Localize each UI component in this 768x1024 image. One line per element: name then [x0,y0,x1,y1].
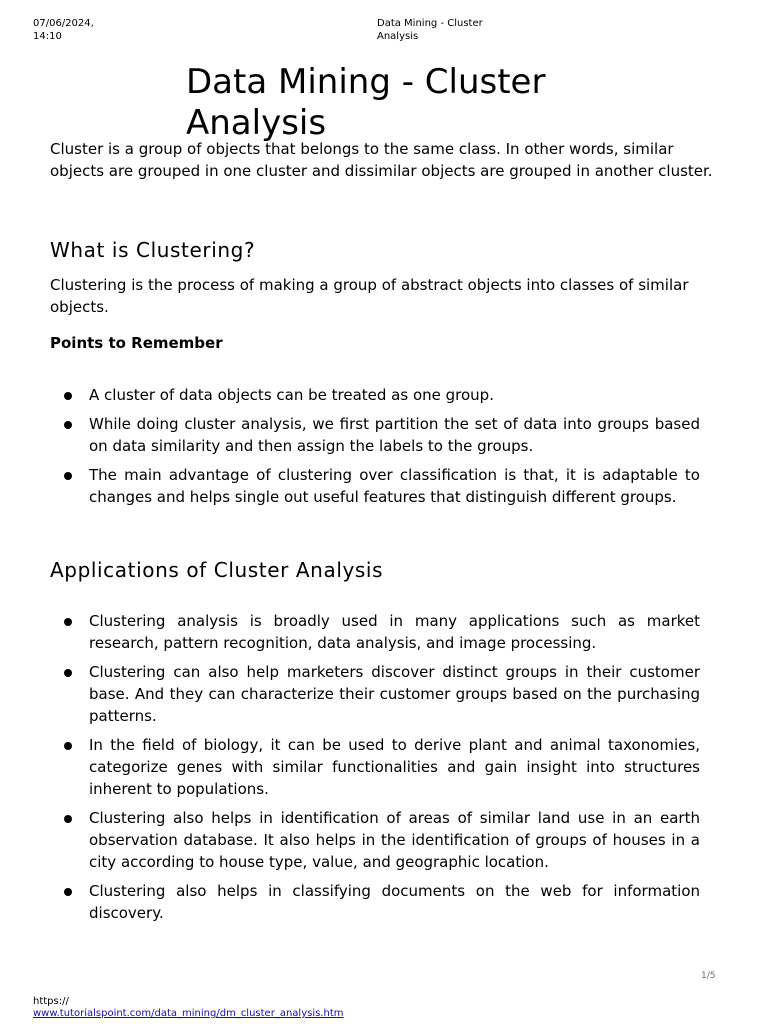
bullet-icon [64,472,72,480]
list-item-text: In the field of biology, it can be used to derive plant and animal taxonomies, categorize genes with similar functionalities and gain insight into structures inherent to populations. [89,736,700,798]
list-item [64,880,700,924]
bullet-icon [64,888,72,896]
list-item [64,464,700,508]
points-heading: Points to Remember [50,334,223,352]
applications-list [64,610,700,931]
list-item [64,661,700,727]
list-item-text: Clustering also helps in identification of areas of similar land use in an earth observation database. It also helps in the identification of groups of houses in a city according to house type, value, and geographic location. [89,809,700,871]
footer-url [33,996,353,1020]
applications-heading: Applications of Cluster Analysis [50,558,384,582]
points-list [64,384,700,515]
footer-url-link[interactable]: www.tutorialspoint.com/data_mining/dm_cluster_analysis.htm [33,1008,344,1019]
list-item-text: Clustering also helps in classifying documents on the web for information discovery. [89,882,700,922]
bullet-icon [64,421,72,429]
intro-paragraph: Cluster is a group of objects that belongs to the same class. In other words, similar objects are grouped in one cluster and dissimilar objects are grouped in another cluster. [50,140,713,180]
print-date: 07/06/2024, 14:10 [33,18,94,42]
list-item-text: A cluster of data objects can be treated as one group. [89,386,494,404]
bullet-icon [64,669,72,677]
list-item [64,610,700,654]
footer-url-prefix: https:// [33,996,69,1007]
what-is-clustering-paragraph: Clustering is the process of making a group of abstract objects into classes of similar objects. [50,276,689,316]
list-item [64,807,700,873]
what-is-clustering-heading: What is Clustering? [50,238,256,262]
page-title: Data Mining - Cluster Analysis [186,62,546,143]
bullet-icon [64,392,72,400]
print-page-title: Data Mining - Cluster Analysis [377,18,483,42]
list-item-text: Clustering analysis is broadly used in many applications such as market research, pattern recognition, data analysis, and image processing. [89,612,700,652]
list-item [64,384,700,406]
list-item [64,413,700,457]
bullet-icon [64,618,72,626]
page-number: 1/5 [701,971,716,981]
bullet-icon [64,815,72,823]
bullet-icon [64,742,72,750]
list-item-text: The main advantage of clustering over classification is that, it is adaptable to changes and helps single out useful features that distinguish different groups. [89,466,700,506]
list-item-text: Clustering can also help marketers discover distinct groups in their customer base. And they can characterize their customer groups based on the purchasing patterns. [89,663,700,725]
list-item [64,734,700,800]
list-item-text: While doing cluster analysis, we first partition the set of data into groups based on data similarity and then assign the labels to the groups. [89,415,700,455]
